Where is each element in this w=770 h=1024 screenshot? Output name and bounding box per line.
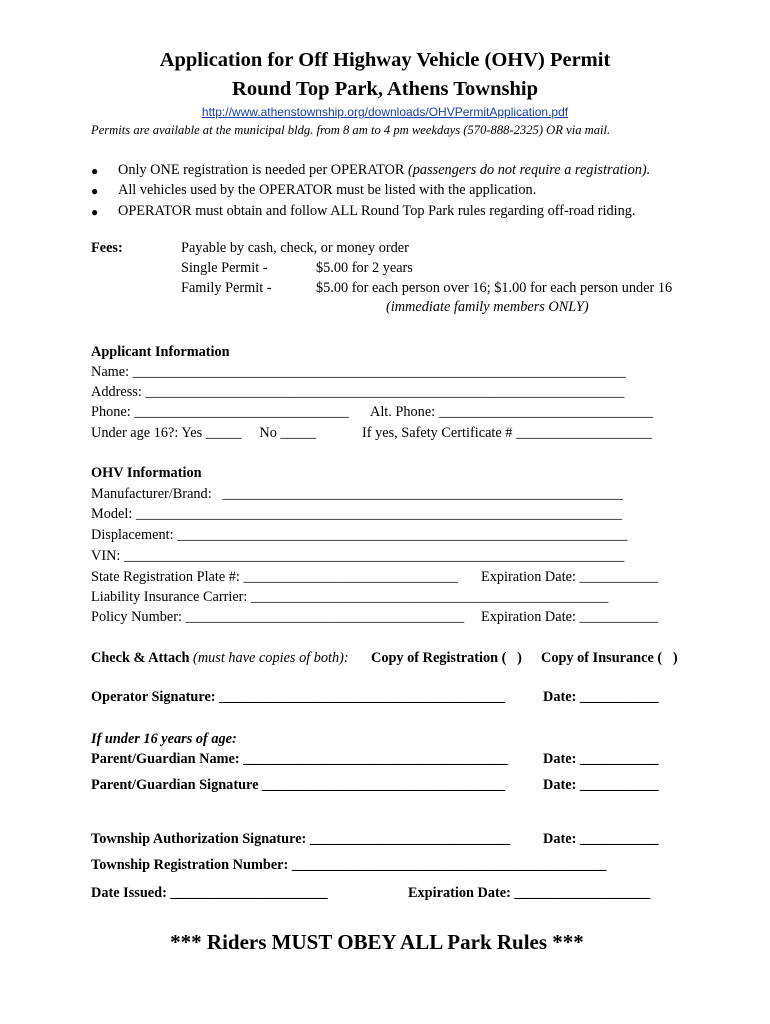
fees-payment: Payable by cash, check, or money order — [181, 240, 409, 256]
list-item-note: (passengers do not require a registration). — [408, 162, 651, 178]
insurance-carrier-field[interactable]: Liability Insurance Carrier: __________________________________________________ — [91, 589, 609, 605]
expiration-date-field[interactable]: Expiration Date: ___________________ — [408, 885, 651, 901]
under-16-heading: If under 16 years of age: — [91, 731, 237, 747]
township-signature-field[interactable]: Township Authorization Signature: ____________________________ — [91, 831, 511, 847]
guardian-signature-date-field[interactable]: Date: ___________ — [543, 777, 659, 793]
check-attach-row — [91, 650, 352, 667]
title-line-2: Round Top Park, Athens Township — [232, 78, 538, 100]
fees-label: Fees: — [91, 240, 123, 256]
operator-date-field[interactable]: Date: ___________ — [543, 689, 659, 705]
safety-certificate-field[interactable]: If yes, Safety Certificate # ___________________ — [362, 425, 652, 441]
list-item-text: All vehicles used by the OPERATOR must be listed with the application. — [118, 182, 537, 198]
download-link[interactable]: http://www.athenstownship.org/downloads/OHVPermitApplication.pdf — [201, 105, 569, 119]
date-issued-field[interactable]: Date Issued: ______________________ — [91, 885, 328, 901]
bullet-icon: ● — [91, 184, 99, 198]
phone-field[interactable]: Phone: ______________________________ — [91, 404, 349, 420]
under-16-field[interactable]: Under age 16?: Yes _____ No _____ — [91, 425, 317, 441]
ohv-heading: OHV Information — [91, 465, 202, 481]
model-field[interactable]: Model: ____________________________________________________________________ — [91, 506, 622, 522]
availability-note: Permits are available at the municipal bldg. from 8 am to 4 pm weekdays (570-888-2325) OR via mail. — [91, 123, 611, 137]
registration-copy-checkbox[interactable]: Copy of Registration ( ) — [371, 650, 522, 666]
family-permit-label: Family Permit - — [181, 280, 272, 296]
bullet-icon: ● — [91, 164, 99, 178]
township-signature-date-field[interactable]: Date: ___________ — [543, 831, 659, 847]
check-attach-note: (must have copies of both): — [189, 650, 353, 666]
displacement-field[interactable]: Displacement: _______________________________________________________________ — [91, 527, 628, 543]
plate-expiration-field[interactable]: Expiration Date: ___________ — [481, 569, 659, 585]
guardian-name-date-field[interactable]: Date: ___________ — [543, 751, 659, 767]
single-permit-value: $5.00 for 2 years — [316, 260, 413, 276]
list-item — [118, 182, 536, 199]
family-permit-note: (immediate family members ONLY) — [386, 299, 589, 315]
applicant-heading: Applicant Information — [91, 344, 230, 360]
registration-number-field[interactable]: Township Registration Number: ____________________________________________ — [91, 857, 607, 873]
policy-expiration-field[interactable]: Expiration Date: ___________ — [481, 609, 659, 625]
check-attach-label: Check & Attach — [91, 650, 190, 666]
bullet-icon: ● — [91, 205, 99, 219]
alt-phone-field[interactable]: Alt. Phone: ______________________________ — [370, 404, 654, 420]
vin-field[interactable]: VIN: ______________________________________________________________________ — [91, 548, 625, 564]
list-item-text: Only ONE registration is needed per OPERATOR — [118, 162, 409, 178]
policy-number-field[interactable]: Policy Number: _______________________________________ — [91, 609, 465, 625]
guardian-signature-field[interactable]: Parent/Guardian Signature __________________________________ — [91, 777, 506, 793]
family-permit-value: $5.00 for each person over 16; $1.00 for each person under 16 — [316, 280, 673, 296]
name-field[interactable]: Name: _____________________________________________________________________ — [91, 364, 626, 380]
title-line-1: Application for Off Highway Vehicle (OHV) Permit — [159, 49, 611, 71]
manufacturer-field[interactable]: Manufacturer/Brand: ________________________________________________________ — [91, 486, 623, 502]
list-item-text: OPERATOR must obtain and follow ALL Round Top Park rules regarding off-road riding. — [118, 203, 636, 219]
plate-field[interactable]: State Registration Plate #: ______________________________ — [91, 569, 458, 585]
insurance-copy-checkbox[interactable]: Copy of Insurance ( ) — [541, 650, 678, 666]
operator-signature-field[interactable]: Operator Signature: ________________________________________ — [91, 689, 506, 705]
address-field[interactable]: Address: ___________________________________________________________________ — [91, 384, 625, 400]
single-permit-label: Single Permit - — [181, 260, 268, 276]
list-item — [118, 162, 650, 179]
list-item — [118, 203, 635, 220]
footer-notice: *** Riders MUST OBEY ALL Park Rules *** — [170, 930, 584, 954]
guardian-name-field[interactable]: Parent/Guardian Name: _____________________________________ — [91, 751, 508, 767]
